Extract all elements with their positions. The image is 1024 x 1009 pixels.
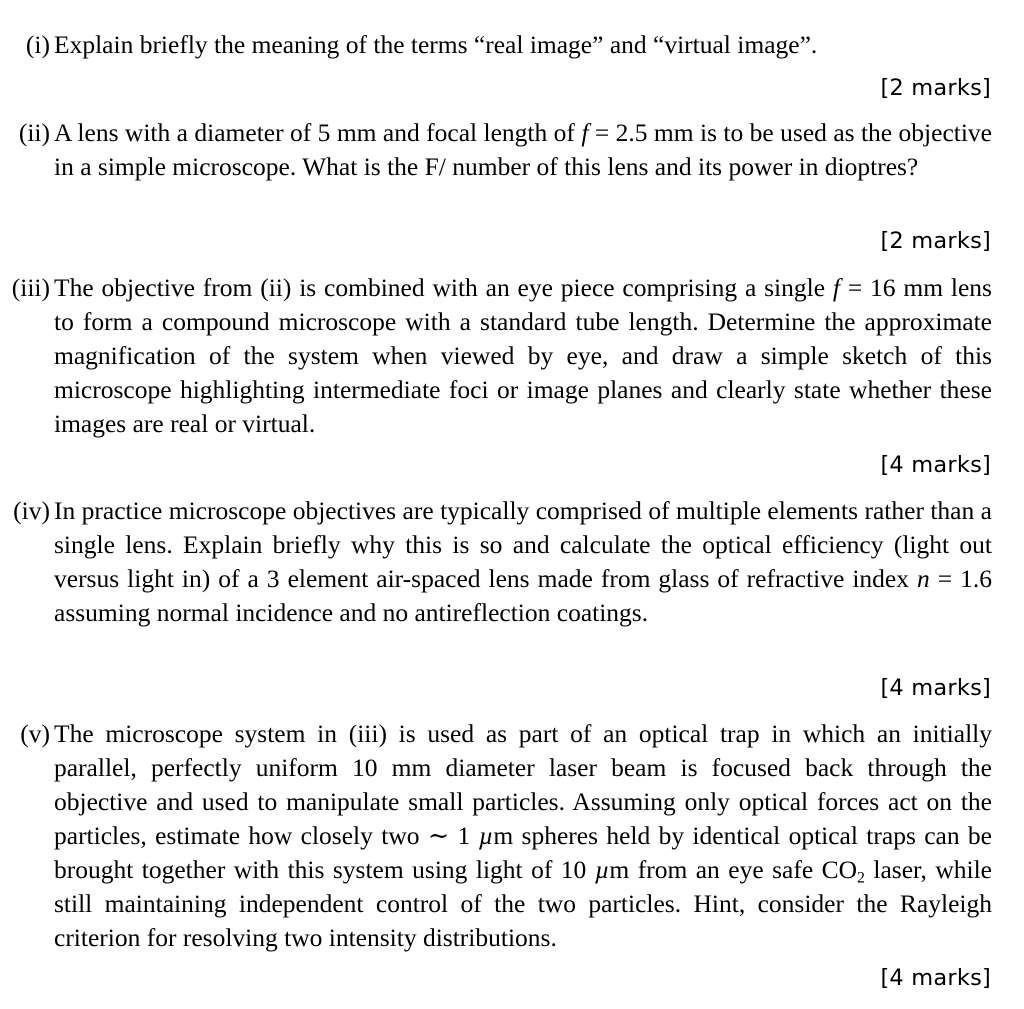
question-ii <box>0 116 992 184</box>
question-text: A lens with a diameter of 5 mm and focal length of f = 2.5 mm is to be used as the objective in a simple microscope. What is the F/ number of this lens and its power in dioptres? <box>54 118 992 181</box>
question-v <box>0 717 992 955</box>
marks-label: [4 marks] <box>880 965 991 991</box>
question-iii <box>0 271 992 441</box>
marks-label: [4 marks] <box>880 675 991 701</box>
question-number: (ii) <box>18 118 50 147</box>
question-number: (v) <box>20 719 50 748</box>
question-text: The objective from (ii) is combined with an eye piece comprising a single f = 16 mm lens to form a compound microscope with a standard tube length. Determine the approximate magnification of the system when viewed by eye, and draw a simple sketch of this microscope highlighting intermediate foci or image planes and clearly state whether these images are real or virtual. <box>54 273 992 438</box>
marks-label: [2 marks] <box>880 228 991 254</box>
marks-label: [4 marks] <box>880 452 991 478</box>
question-iv <box>0 494 992 630</box>
question-number: (iv) <box>13 496 50 525</box>
marks-label: [2 marks] <box>880 75 991 101</box>
question-text: The microscope system in (iii) is used as part of an optical trap in which an initially parallel, perfectly uniform 10 mm diameter laser beam is focused back through the objective and used to manipulate small particles. Assuming only optical forces act on the particles, estimate how closely two ∼ 1 µm spheres held by identical optical traps can be brought together with this system using light of 10 µm from an eye safe $CO_2$ laser, while still maintaining independent control of the two particles. Hint, consider the Rayleigh criterion for resolving two intensity distributions. <box>54 719 993 952</box>
question-number: (iii) <box>11 273 50 302</box>
question-text: In practice microscope objectives are typically comprised of multiple elements rather than a single lens. Explain briefly why this is so and calculate the optical efficiency (light out versus light in) of a 3 element air-spaced lens made from glass of refractive index n = 1.6 assuming normal incidence and no antireflection coatings. <box>54 496 992 627</box>
question-text: Explain briefly the meaning of the terms “real image” and “virtual image”. <box>54 30 818 59</box>
question-number: (i) <box>25 30 50 59</box>
question-i <box>0 28 992 62</box>
